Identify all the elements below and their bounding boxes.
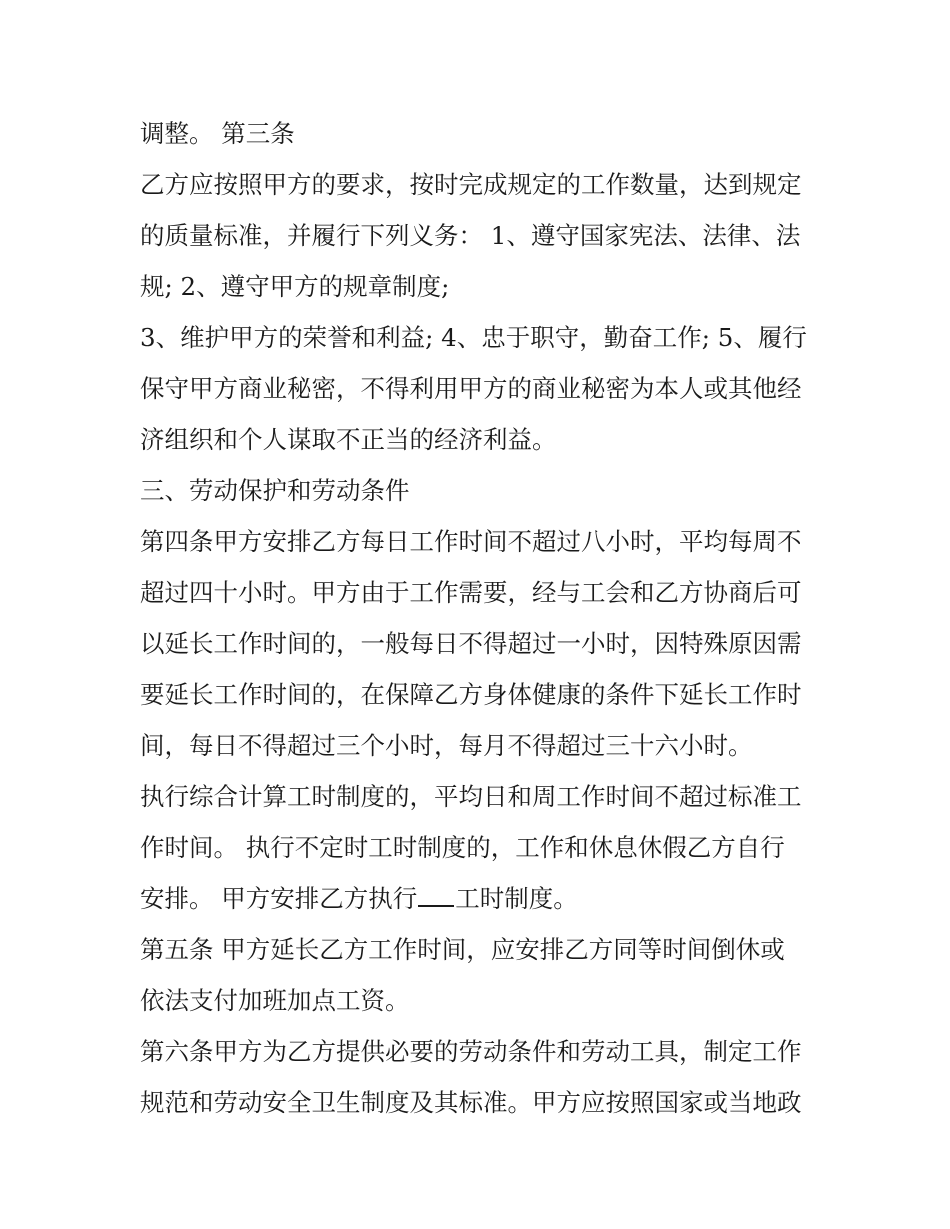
text-line: 作时间。 执行不定时工时制度的，工作和休息休假乙方自行 <box>140 833 785 862</box>
text-line: 依法支付加班加点工资。 <box>140 986 410 1015</box>
text-line: 保守甲方商业秘密，不得利用甲方的商业秘密为本人或其他经 <box>140 374 802 403</box>
text-line: 以延长工作时间的，一般每日不得超过一小时，因特殊原因需 <box>140 629 802 658</box>
text-line: 第六条甲方为乙方提供必要的劳动条件和劳动工具，制定工作 <box>140 1037 802 1066</box>
text-line: 济组织和个人谋取不正当的经济利益。 <box>140 425 557 454</box>
document-body <box>140 108 820 1128</box>
text-line: 调整。 第三条 <box>140 119 295 148</box>
text-line: 的质量标准，并履行下列义务： 1、遵守国家宪法、法律、法 <box>140 221 801 250</box>
text-line: 规范和劳动安全卫生制度及其标准。甲方应按照国家或当地政 <box>140 1088 802 1117</box>
text-line: 间，每日不得超过三个小时，每月不得超过三十六小时。 <box>140 731 753 760</box>
text-line: 超过四十小时。甲方由于工作需要，经与工会和乙方协商后可 <box>140 578 802 607</box>
text-line-with-blank <box>140 873 820 924</box>
text-line: 执行综合计算工时制度的，平均日和周工作时间不超过标准工 <box>140 782 802 811</box>
text-line: 第四条甲方安排乙方每日工作时间不超过八小时，平均每周不 <box>140 527 802 556</box>
text-line: 规; 2、遵守甲方的规章制度; <box>140 272 450 301</box>
text-segment: 工时制度。 <box>455 884 578 913</box>
fill-in-blank <box>418 883 454 907</box>
text-line: 乙方应按照甲方的要求，按时完成规定的工作数量，达到规定 <box>140 170 802 199</box>
text-segment: 安排。 甲方安排乙方执行 <box>140 884 418 913</box>
text-line: 3、维护甲方的荣誉和利益; 4、忠于职守，勤奋工作; 5、履行 <box>140 323 807 352</box>
section-heading: 三、劳动保护和劳动条件 <box>140 476 410 505</box>
text-line: 要延长工作时间的，在保障乙方身体健康的条件下延长工作时 <box>140 680 802 709</box>
text-line: 第五条 甲方延长乙方工作时间，应安排乙方同等时间倒休或 <box>140 935 785 964</box>
